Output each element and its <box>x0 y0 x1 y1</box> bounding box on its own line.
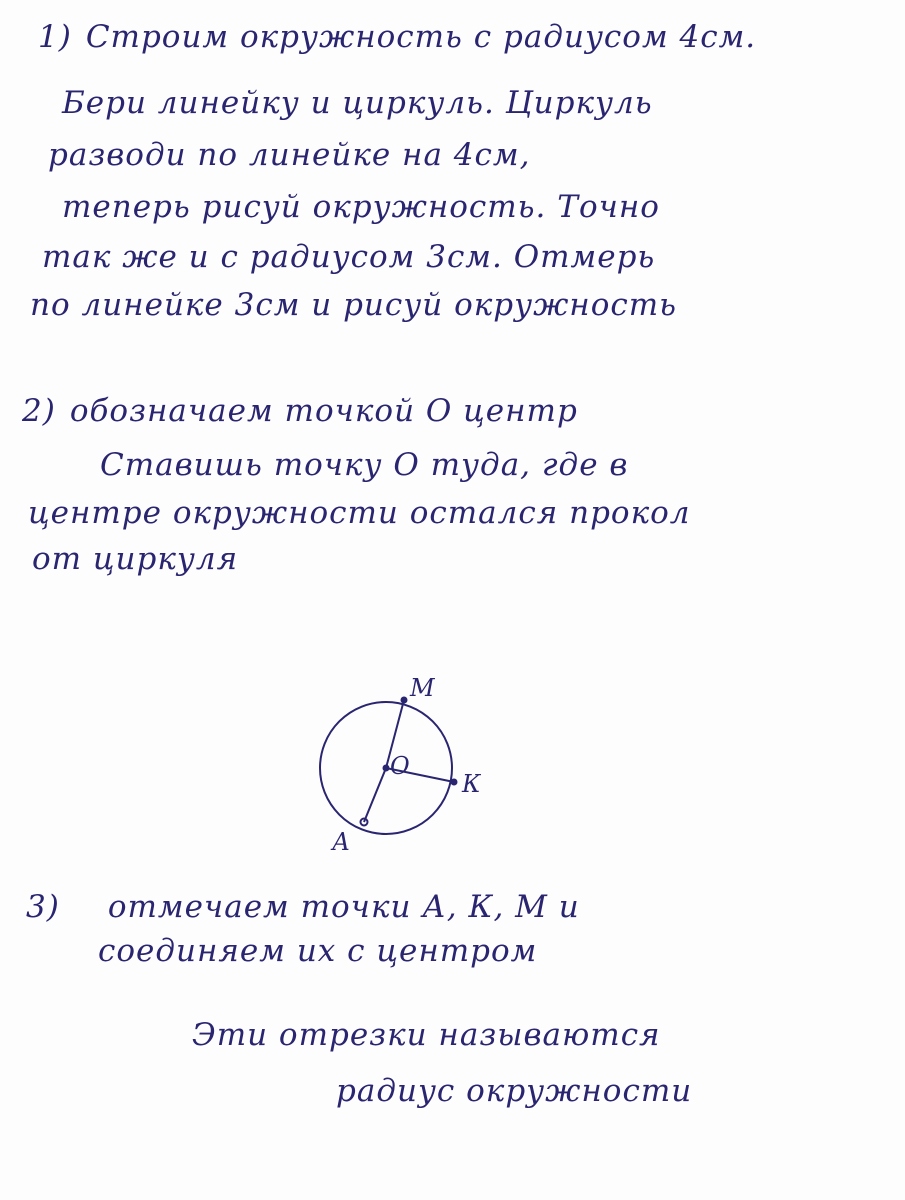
center-point <box>383 765 390 772</box>
radius-oa <box>364 768 386 822</box>
step-1-heading: Строим окружность с радиусом 4см. <box>85 19 757 55</box>
step-2-line-4: от циркуля <box>32 541 239 577</box>
step-2-line-3: центре окружности остался прокол <box>28 495 691 531</box>
step-2-line-2: Ставишь точку О туда, где в <box>100 447 629 483</box>
step-2-marker: 2) <box>22 393 56 429</box>
point-m-label: М <box>410 674 435 702</box>
point-k-label: К <box>462 770 481 798</box>
step-1-line-6: по линейке 3см и рисуй окружность <box>30 287 678 323</box>
step-3-heading: отмечаем точки А, К, М и <box>107 889 580 925</box>
step-2-heading: обозначаем точкой О центр <box>69 393 578 429</box>
step-1-line-1 <box>38 19 757 55</box>
center-label: О <box>390 752 410 780</box>
step-1-line-4: теперь рисуй окружность. Точно <box>62 189 660 225</box>
step-1-line-5: так же и с радиусом 3см. Отмерь <box>42 239 656 275</box>
step-3-line-1 <box>26 889 580 925</box>
step-3-line-3: Эти отрезки называются <box>192 1017 661 1053</box>
point-m <box>401 697 408 704</box>
step-3-line-4: радиус окружности <box>336 1073 693 1109</box>
step-3-line-2: соединяем их с центром <box>98 933 538 969</box>
step-1-line-3: разводи по линейке на 4см, <box>48 137 531 173</box>
step-2-line-1 <box>22 393 578 429</box>
circle-diagram <box>300 660 520 860</box>
step-1-marker: 1) <box>38 19 72 55</box>
step-3-marker: 3) <box>26 889 60 925</box>
point-a-label: А <box>332 828 351 856</box>
step-1-line-2: Бери линейку и циркуль. Циркуль <box>62 85 653 121</box>
point-k <box>451 779 458 786</box>
circle-diagram-svg <box>300 660 520 860</box>
